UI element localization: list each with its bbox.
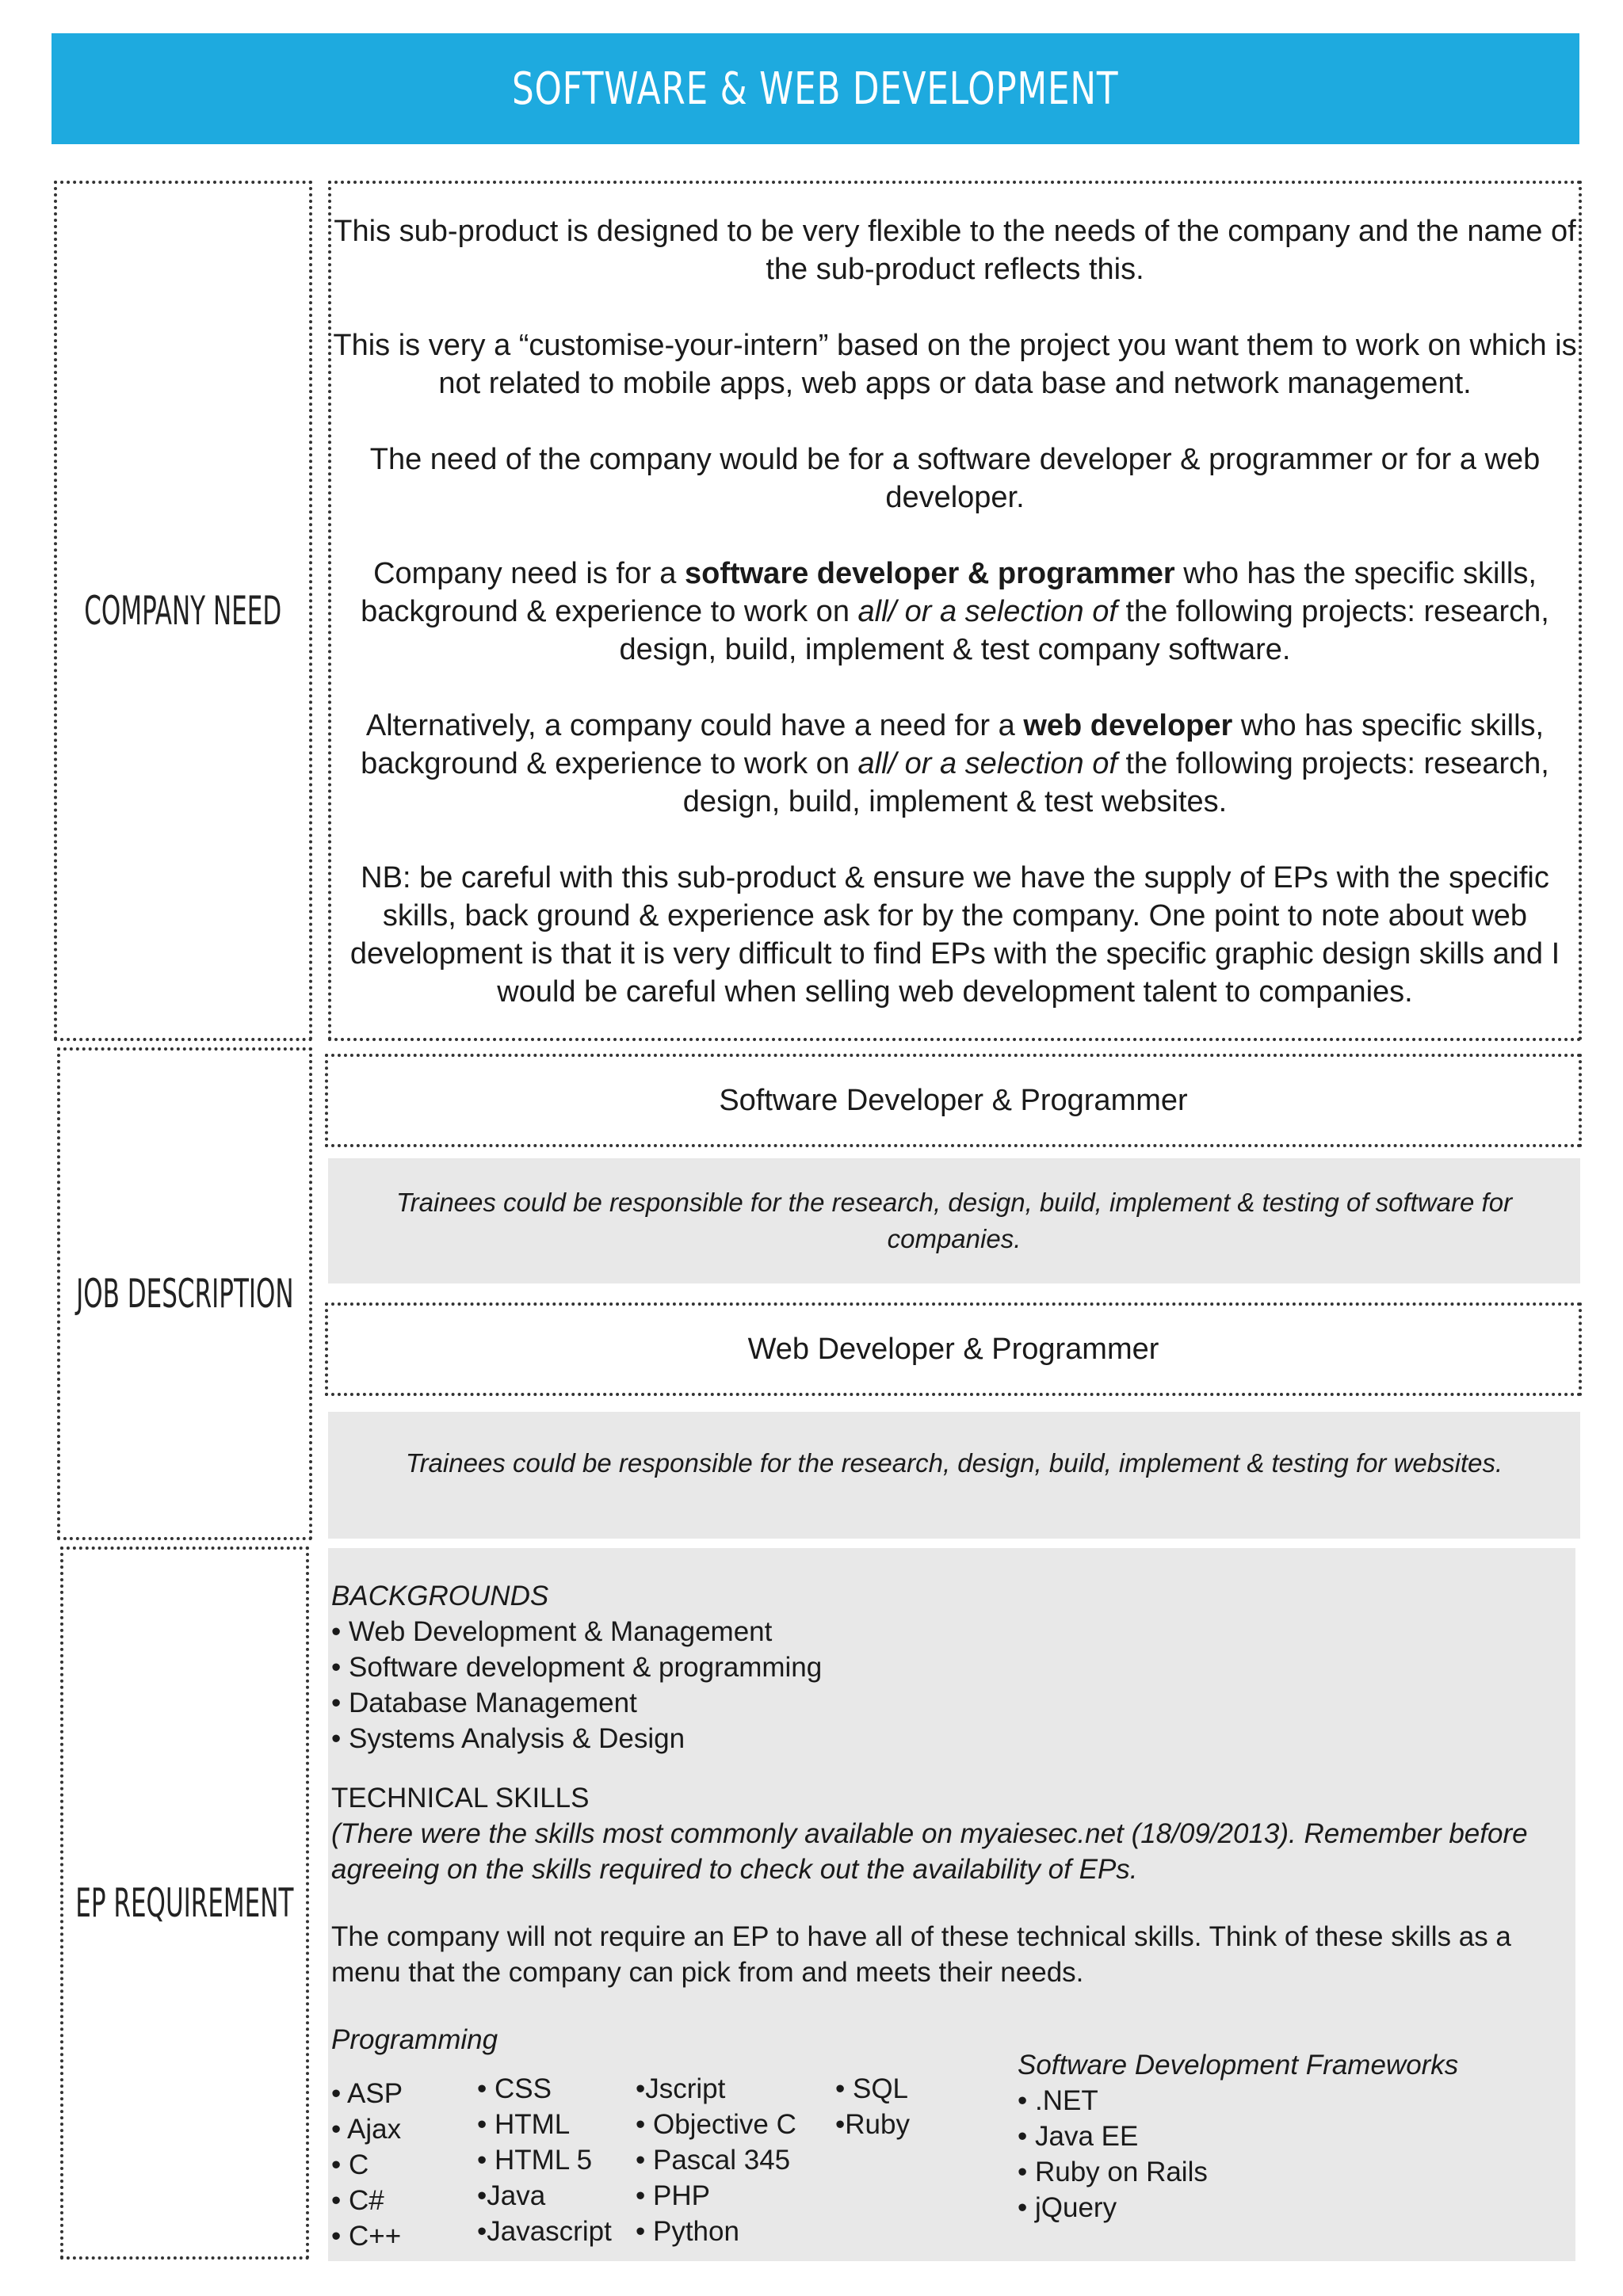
background-item: • Software development & programming: [331, 1652, 823, 1683]
frameworks-list: [1018, 2047, 1458, 2225]
background-item: • Web Development & Management: [331, 1616, 773, 1647]
technical-note: (There were the skills most commonly available on myaiesec.net (18/09/2013). Remember before agreeing on the skills required to check out the availability of EPs.: [331, 1818, 1528, 1885]
need-paragraph: This is very a “customise-your-intern” based on the project you want them to work on which is not related to mobile apps, web apps or data base and network management.: [333, 329, 1577, 400]
list-item: • C++: [331, 2221, 402, 2252]
job-description-web: Trainees could be responsible for the research, design, build, implement & testing for websites.: [328, 1412, 1580, 1539]
page-title-banner: [52, 33, 1579, 144]
page-title: SOFTWARE & WEB DEVELOPMENT: [512, 63, 1119, 115]
list-item: •Java: [477, 2180, 546, 2211]
job-description-software: Trainees could be responsible for the research, design, build, implement & testing of software for companies.: [328, 1158, 1580, 1283]
list-item: • Python: [636, 2216, 739, 2247]
menu-note: The company will not require an EP to have all of these technical skills. Think of these skills as a menu that the company can pick from and meets their needs.: [331, 1921, 1511, 1988]
list-item: • Ajax: [331, 2114, 402, 2145]
technical-heading: TECHNICAL SKILLS: [331, 1783, 590, 1814]
programming-column: [477, 2071, 612, 2249]
list-item: •Jscript: [636, 2073, 726, 2104]
ep-requirement-text: [331, 1578, 1579, 2058]
programming-heading: Programming: [331, 2024, 498, 2055]
list-item: • Java EE: [1018, 2121, 1139, 2152]
job-title-software: Software Developer & Programmer: [325, 1054, 1582, 1147]
section-label-job-description: JOB DESCRIPTION: [57, 1047, 312, 1540]
programming-column: [636, 2071, 796, 2249]
list-item: • C: [331, 2149, 369, 2180]
list-item: • Objective C: [636, 2109, 796, 2140]
list-item: • Ruby on Rails: [1018, 2157, 1208, 2187]
programming-column: [331, 2076, 403, 2254]
list-item: •Javascript: [477, 2216, 612, 2247]
list-item: • Pascal 345: [636, 2145, 791, 2176]
need-paragraph: Company need is for a software developer & programmer who has the specific skills, background & experience to work on all/ or a selection of the following projects: research, design, build, implement & test company software.: [361, 557, 1549, 666]
list-item: • ASP: [331, 2078, 403, 2109]
list-item: • HTML: [477, 2109, 571, 2140]
list-item: • jQuery: [1018, 2192, 1117, 2223]
list-item: • PHP: [636, 2180, 710, 2211]
list-item: • SQL: [835, 2073, 909, 2104]
need-paragraph: NB: be careful with this sub-product & ensure we have the supply of EPs with the specific skills, back ground & experience ask for by the company. One point to note about web development is that it is very difficult to find EPs with the specific graphic design skills and I would be careful when selling web development talent to companies.: [349, 861, 1560, 1009]
list-item: •Ruby: [835, 2109, 910, 2140]
list-item: • CSS: [477, 2073, 552, 2104]
section-label-ep-requirement: EP REQUIREMENT: [60, 1547, 309, 2260]
list-item: • HTML 5: [477, 2145, 593, 2176]
backgrounds-heading: BACKGROUNDS: [331, 1581, 549, 1611]
job-title-web: Web Developer & Programmer: [325, 1302, 1582, 1396]
list-item: • .NET: [1018, 2085, 1098, 2116]
need-paragraph: Alternatively, a company could have a need for a web developer who has specific skills, background & experience to work on all/ or a selection of the following projects: research, design, build, implement & test websites.: [361, 709, 1549, 818]
background-item: • Database Management: [331, 1688, 637, 1718]
frameworks-heading: Software Development Frameworks: [1018, 2050, 1459, 2081]
programming-column: [835, 2071, 910, 2142]
need-paragraph: This sub-product is designed to be very flexible to the needs of the company and the name of the sub-product reflects this.: [334, 215, 1576, 286]
company-need-text: [333, 212, 1577, 1011]
need-paragraph: The need of the company would be for a software developer & programmer or for a web developer.: [369, 443, 1541, 514]
section-label-company-need: COMPANY NEED: [54, 181, 312, 1041]
background-item: • Systems Analysis & Design: [331, 1723, 685, 1754]
list-item: • C#: [331, 2185, 384, 2216]
